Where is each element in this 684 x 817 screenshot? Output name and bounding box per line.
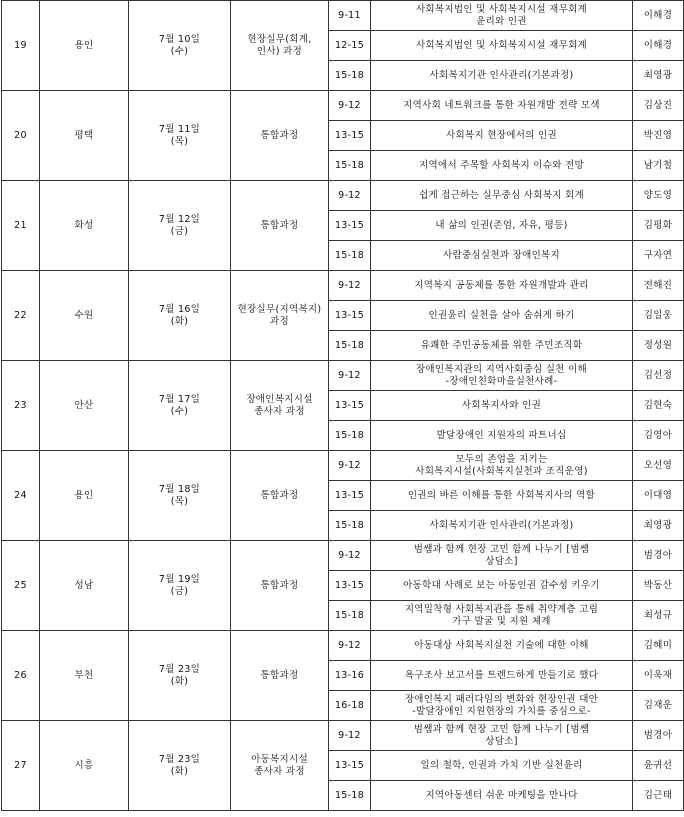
session-title-cell: 쉽게 접근하는 실무중심 사회복지 회계 (371, 181, 633, 211)
course-type-cell: 아동복지시설 종사자 과정 (231, 721, 329, 811)
course-type-cell: 통합과정 (231, 451, 329, 541)
course-type-cell: 현장실무(지역복지) 과정 (231, 271, 329, 361)
session-time-cell: 15-18 (329, 61, 371, 91)
session-time-cell: 9-12 (329, 91, 371, 121)
instructor-cell: 이욱재 (633, 661, 684, 691)
session-time-cell: 9-12 (329, 271, 371, 301)
session-title-cell: 지역에서 주목할 사회복지 이슈와 전망 (371, 151, 633, 181)
session-time-cell: 13-15 (329, 571, 371, 601)
session-title-cell: 사회복지법인 및 사회복지시설 재무회계 윤리와 인권 (371, 1, 633, 31)
table-row (2, 541, 684, 571)
session-time-cell: 15-18 (329, 601, 371, 631)
table-row (2, 181, 684, 211)
course-type-cell: 통합과정 (231, 631, 329, 721)
session-title-cell: 사회복지기관 인사관리(기본과정) (371, 511, 633, 541)
session-time-cell: 9-12 (329, 451, 371, 481)
session-time-cell: 15-18 (329, 421, 371, 451)
instructor-cell: 윤귀선 (633, 751, 684, 781)
session-title-cell: 사람중심실천과 장애인복지 (371, 241, 633, 271)
instructor-cell: 구자연 (633, 241, 684, 271)
instructor-cell: 김혜미 (633, 631, 684, 661)
instructor-cell: 최성규 (633, 601, 684, 631)
date-cell: 7월 10일 (수) (129, 1, 231, 91)
course-number-cell: 24 (2, 451, 40, 541)
session-title-cell: 인권윤리 실천을 살아 숨쉬게 하기 (371, 301, 633, 331)
instructor-cell: 김현숙 (633, 391, 684, 421)
session-time-cell: 13-16 (329, 661, 371, 691)
session-time-cell: 9-12 (329, 361, 371, 391)
session-title-cell: 내 삶의 인권(존엄, 자유, 평등) (371, 211, 633, 241)
instructor-cell: 김영아 (633, 421, 684, 451)
region-cell: 시흥 (40, 721, 129, 811)
session-title-cell: 지역복지 공동체를 통한 자원개발과 관리 (371, 271, 633, 301)
session-time-cell: 13-15 (329, 751, 371, 781)
table-row (2, 1, 684, 31)
session-title-cell: 지역밀착형 사회복지관을 통해 취약계층 고립 가구 발굴 및 지원 체계 (371, 601, 633, 631)
session-time-cell: 9-12 (329, 721, 371, 751)
instructor-cell: 전해진 (633, 271, 684, 301)
schedule-table (1, 0, 684, 811)
session-time-cell: 15-18 (329, 331, 371, 361)
session-title-cell: 발달장애인 지원자의 파트너십 (371, 421, 633, 451)
session-time-cell: 12-15 (329, 31, 371, 61)
instructor-cell: 최영광 (633, 61, 684, 91)
table-row (2, 91, 684, 121)
session-title-cell: 아동학대 사례로 보는 아동인권 감수성 키우기 (371, 571, 633, 601)
table-row (2, 451, 684, 481)
instructor-cell: 범경아 (633, 541, 684, 571)
region-cell: 용인 (40, 451, 129, 541)
course-number-cell: 20 (2, 91, 40, 181)
session-time-cell: 13-15 (329, 121, 371, 151)
instructor-cell: 김재운 (633, 691, 684, 721)
instructor-cell: 이해경 (633, 31, 684, 61)
course-number-cell: 26 (2, 631, 40, 721)
instructor-cell: 오선영 (633, 451, 684, 481)
table-row (2, 271, 684, 301)
date-cell: 7월 18일 (목) (129, 451, 231, 541)
course-number-cell: 21 (2, 181, 40, 271)
instructor-cell: 범경아 (633, 721, 684, 751)
instructor-cell: 김일웅 (633, 301, 684, 331)
instructor-cell: 김평화 (633, 211, 684, 241)
session-title-cell: 장애인복지관의 지역사회중심 실천 이해 -장애인친화마을실천사례- (371, 361, 633, 391)
session-time-cell: 15-18 (329, 151, 371, 181)
course-number-cell: 25 (2, 541, 40, 631)
table-row (2, 631, 684, 661)
instructor-cell: 김선정 (633, 361, 684, 391)
region-cell: 수원 (40, 271, 129, 361)
instructor-cell: 이대영 (633, 481, 684, 511)
session-time-cell: 13-15 (329, 211, 371, 241)
instructor-cell: 이해경 (633, 1, 684, 31)
date-cell: 7월 19일 (금) (129, 541, 231, 631)
session-title-cell: 사회복지기관 인사관리(기본과정) (371, 61, 633, 91)
region-cell: 용인 (40, 1, 129, 91)
region-cell: 안산 (40, 361, 129, 451)
instructor-cell: 남기철 (633, 151, 684, 181)
session-time-cell: 15-18 (329, 241, 371, 271)
date-cell: 7월 23일 (화) (129, 721, 231, 811)
instructor-cell: 박동산 (633, 571, 684, 601)
instructor-cell: 김상진 (633, 91, 684, 121)
session-title-cell: 모두의 존엄을 지키는 사회복지시설(사회복지실천과 조직운영) (371, 451, 633, 481)
session-time-cell: 13-15 (329, 391, 371, 421)
session-title-cell: 지역사회 네트워크를 통한 자원개발 전략 모색 (371, 91, 633, 121)
session-title-cell: 욕구조사 보고서를 트렌드하게 만들기로 했다 (371, 661, 633, 691)
session-title-cell: 지역아동센터 쉬운 마케팅을 만나다 (371, 781, 633, 811)
date-cell: 7월 11일 (목) (129, 91, 231, 181)
table-row (2, 361, 684, 391)
session-time-cell: 9-12 (329, 631, 371, 661)
session-time-cell: 9-11 (329, 1, 371, 31)
session-time-cell: 15-18 (329, 781, 371, 811)
region-cell: 성남 (40, 541, 129, 631)
region-cell: 화성 (40, 181, 129, 271)
course-number-cell: 23 (2, 361, 40, 451)
session-time-cell: 9-12 (329, 541, 371, 571)
session-title-cell: 범쌤과 함께 현장 고민 함께 나누기 [범쌤 상담소] (371, 721, 633, 751)
instructor-cell: 박진영 (633, 121, 684, 151)
table-row (2, 721, 684, 751)
course-type-cell: 통합과정 (231, 541, 329, 631)
date-cell: 7월 16일 (화) (129, 271, 231, 361)
course-type-cell: 통합과정 (231, 91, 329, 181)
instructor-cell: 김근태 (633, 781, 684, 811)
session-time-cell: 16-18 (329, 691, 371, 721)
instructor-cell: 양도영 (633, 181, 684, 211)
session-time-cell: 9-12 (329, 181, 371, 211)
session-time-cell: 13-15 (329, 301, 371, 331)
course-number-cell: 27 (2, 721, 40, 811)
session-title-cell: 일의 철학, 인권과 가치 기반 실천윤리 (371, 751, 633, 781)
session-title-cell: 유쾌한 주민공동체를 위한 주민조직화 (371, 331, 633, 361)
instructor-cell: 정성원 (633, 331, 684, 361)
date-cell: 7월 23일 (화) (129, 631, 231, 721)
date-cell: 7월 12일 (금) (129, 181, 231, 271)
session-title-cell: 사회복지법인 및 사회복지시설 재무회계 (371, 31, 633, 61)
course-type-cell: 현장실무(회계, 인사) 과정 (231, 1, 329, 91)
session-time-cell: 13-15 (329, 481, 371, 511)
session-title-cell: 장애인복지 패러다임의 변화와 현장인권 대안 -발달장애인 지원현장의 가치를 중심으로- (371, 691, 633, 721)
region-cell: 부천 (40, 631, 129, 721)
date-cell: 7월 17일 (수) (129, 361, 231, 451)
session-title-cell: 범쌤과 함께 현장 고민 함께 나누기 [범쌤 상담소] (371, 541, 633, 571)
course-number-cell: 22 (2, 271, 40, 361)
session-title-cell: 사회복지 현장에서의 인권 (371, 121, 633, 151)
session-time-cell: 15-18 (329, 511, 371, 541)
session-title-cell: 아동대상 사회복지실천 기술에 대한 이해 (371, 631, 633, 661)
session-title-cell: 인권의 바른 이해를 통한 사회복지사의 역할 (371, 481, 633, 511)
course-type-cell: 장애인복지시설 종사자 과정 (231, 361, 329, 451)
schedule-body (2, 1, 684, 811)
session-title-cell: 사회복지사와 인권 (371, 391, 633, 421)
instructor-cell: 최영광 (633, 511, 684, 541)
course-number-cell: 19 (2, 1, 40, 91)
region-cell: 평택 (40, 91, 129, 181)
course-type-cell: 통합과정 (231, 181, 329, 271)
